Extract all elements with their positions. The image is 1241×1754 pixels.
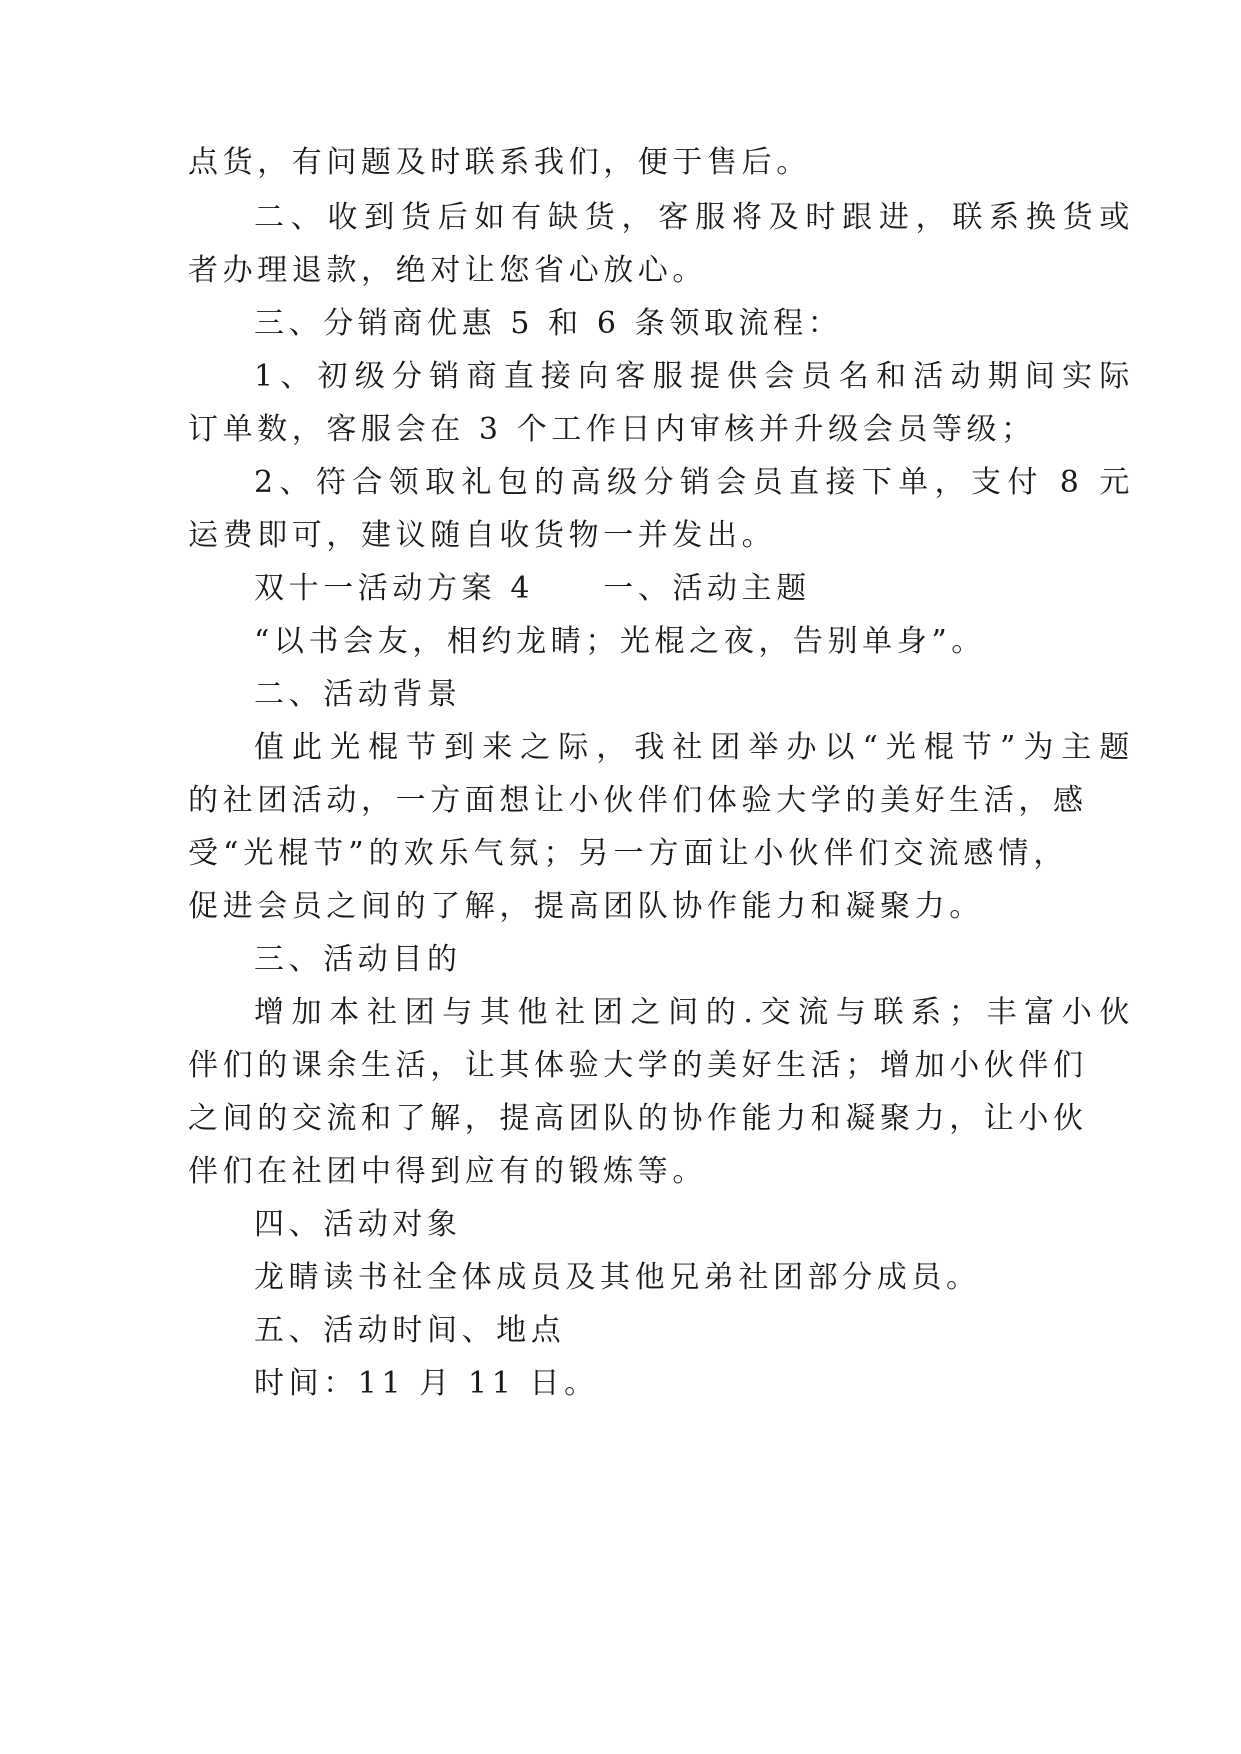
text-line: “以书会友，相约龙睛；光棍之夜，告别单身”。 [254,624,986,659]
text-line: 者办理退款，绝对让您省心放心。 [188,253,707,288]
section-heading: 五、活动时间、地点 [254,1313,566,1348]
text-line: 1、初级分销商直接向客服提供会员名和活动期间实际 [254,359,1134,394]
text-line: 运费即可，建议随自收货物一并发出。 [188,518,777,553]
text-line: 值此光棍节到来之际，我社团举办以“光棍节”为主题 [254,730,1134,765]
text-line: 点货，有问题及时联系我们，便于售后。 [188,145,811,180]
section-heading: 四、活动对象 [254,1207,462,1242]
text-line: 订单数，客服会在 3 个工作日内审核并升级会员等级； [188,412,1036,447]
section-heading: 三、活动目的 [254,942,462,977]
section-heading: 三、分销商优惠 5 和 6 条领取流程： [254,306,843,341]
text-line: 促进会员之间的了解，提高团队协作能力和凝聚力。 [188,889,984,924]
text-line: 受“光棍节”的欢乐气氛；另一方面让小伙伴们交流感情， [188,836,1068,871]
text-line: 伴们的课余生活，让其体验大学的美好生活；增加小伙伴们 [188,1048,1088,1083]
text-line: 二、收到货后如有缺货，客服将及时跟进，联系换货或 [254,200,1134,235]
text-line: 之间的交流和了解，提高团队的协作能力和凝聚力，让小伙 [188,1101,1088,1136]
text-line: 2、符合领取礼包的高级分销会员直接下单，支付 8 元 [254,465,1134,500]
text-line: 增加本社团与其他社团之间的.交流与联系；丰富小伙 [254,995,1134,1030]
text-line: 时间：11 月 11 日。 [254,1366,599,1401]
text-line: 龙睛读书社全体成员及其他兄弟社团部分成员。 [254,1260,981,1295]
text-line: 的社团活动，一方面想让小伙伴们体验大学的美好生活，感 [188,783,1088,818]
section-heading: 二、活动背景 [254,677,462,712]
section-heading: 双十一活动方案 4 一、活动主题 [254,571,811,606]
text-line: 伴们在社团中得到应有的锻炼等。 [188,1154,707,1189]
